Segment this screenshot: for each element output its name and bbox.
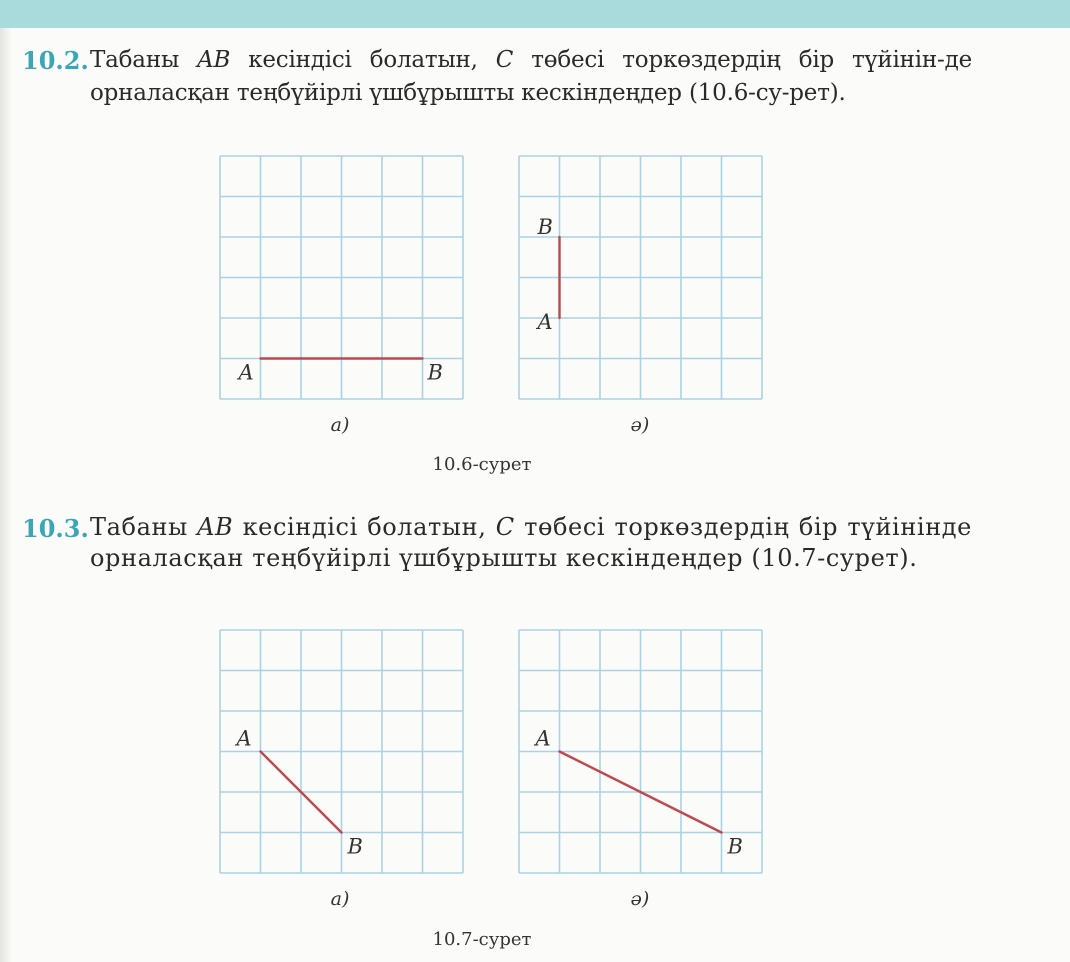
point-a-label: A xyxy=(238,360,254,385)
point-a-label: A xyxy=(535,726,551,751)
panel-label: а) xyxy=(330,888,350,910)
panel-label: ә) xyxy=(630,414,650,436)
text-part: төбесі торкөздердің бір түйінінде орналасқан теңбүйірлі үшбұрышты кескіндеңдер (10.7-сурет). xyxy=(90,513,972,572)
figure-caption: 10.6-сурет xyxy=(432,454,532,475)
point-b-label: B xyxy=(347,834,363,859)
text-part: кесіндісі болатын, xyxy=(230,47,496,73)
text-part: Табаны xyxy=(90,513,198,541)
point-b-label: B xyxy=(727,834,743,859)
text-part-italic: AB xyxy=(197,47,231,73)
text-part: кесіндісі болатын, xyxy=(233,513,496,541)
point-b-label: B xyxy=(537,215,553,239)
text-part-italic: AB xyxy=(197,513,234,541)
problem-number: 10.2. xyxy=(22,46,89,75)
text-part-italic: C xyxy=(495,513,515,541)
problem-number: 10.3. xyxy=(22,514,89,543)
text-part: Табаны xyxy=(90,47,198,73)
text-part-italic: C xyxy=(495,47,514,73)
text-part: төбесі торкөздердің бір түйінін-де орналасқан теңбүйірлі үшбұрышты кескіндеңдер (10.6-су-рет). xyxy=(90,47,972,106)
point-a-label: A xyxy=(537,310,553,334)
point-b-label: B xyxy=(427,360,443,385)
point-a-label: A xyxy=(236,726,252,751)
panel-label: ә) xyxy=(630,888,650,910)
figure-caption: 10.7-сурет xyxy=(432,929,532,950)
panel-label: а) xyxy=(330,414,350,436)
